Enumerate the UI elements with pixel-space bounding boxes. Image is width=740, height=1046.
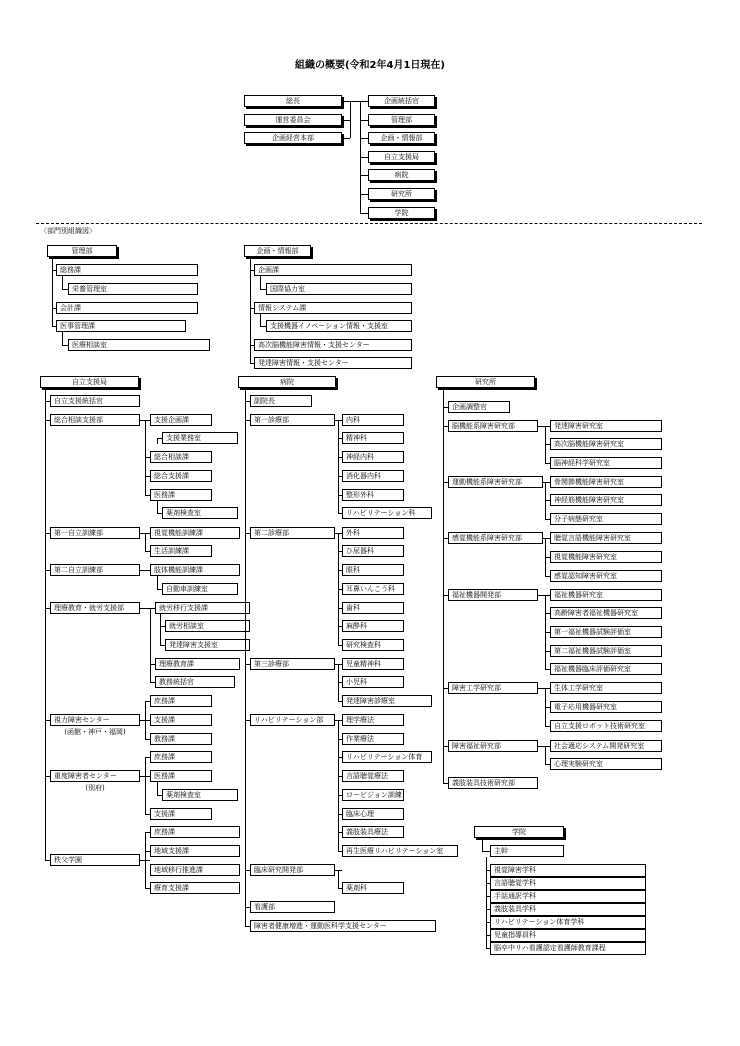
box-jiritsu-section: 肢体機能訓練課 — [150, 564, 240, 576]
box-kenkyu-head: 研究所 — [436, 376, 535, 388]
box-byoin-dept: 臨床研究開発部 — [250, 864, 335, 876]
connector-line — [545, 707, 550, 708]
connector-line — [45, 420, 50, 421]
connector-line — [145, 739, 150, 740]
box-kikaku-item: 高次脳機能障害情報・支援センター — [254, 339, 412, 351]
box-gakuin-course: リハビリテーション体育学科 — [490, 916, 646, 929]
connector-line — [342, 120, 350, 121]
box-kenkyu-lab: 骨関節機能障害研究室 — [550, 476, 662, 488]
connector-line — [140, 608, 155, 609]
box-kikaku-item: 発達障害情報・支援センター — [254, 357, 412, 369]
subtitle-juudo: (別府) — [85, 784, 105, 792]
connector-line — [486, 935, 490, 936]
connector-line — [538, 426, 545, 427]
connector-line — [482, 838, 483, 851]
connector-line — [157, 438, 162, 439]
box-kenkyu-lab: 生体工学研究室 — [550, 682, 662, 694]
subtitle-shika: (函館・神戸・福岡) — [64, 728, 126, 736]
box-gakuin-course: 言語聴覚学科 — [490, 877, 646, 890]
connector-line — [350, 101, 351, 138]
connector-line — [245, 533, 250, 534]
connector-line — [250, 363, 254, 364]
box-kenkyu-dept: 障害福祉研究部 — [448, 740, 538, 752]
box-kikaku-item: 情報システム課 — [254, 302, 412, 314]
connector-line — [360, 138, 368, 139]
box-kenkyu-lab: 社会適応システム開発研究室 — [550, 740, 662, 752]
connector-line — [443, 388, 444, 783]
box-kenkyu-lab: 分子病態研究室 — [550, 513, 662, 525]
connector-line — [443, 688, 448, 689]
box-byoin-section: 外科 — [342, 527, 404, 539]
connector-line — [157, 501, 158, 513]
connector-line — [245, 907, 250, 908]
connector-line — [338, 870, 339, 888]
box-jiritsu-section: 就労相談室 — [165, 620, 250, 632]
connector-line — [145, 851, 150, 852]
connector-line — [545, 444, 550, 445]
box-kikaku-item: 企画課 — [254, 264, 412, 276]
box-kenkyu-dept: 感覚機能系障害研究部 — [448, 532, 543, 544]
connector-line — [545, 669, 550, 670]
box-kenkyu-lab: 聴覚言語機能障害研究室 — [550, 532, 662, 544]
box-gakuin-course: 視覚障害学科 — [490, 864, 646, 877]
connector-line — [338, 513, 342, 514]
connector-line — [150, 608, 151, 682]
box-byoin-dept: 副院長 — [250, 395, 312, 407]
connector-line — [145, 457, 150, 458]
connector-line — [160, 614, 161, 645]
box-top-unit: 企画・情報部 — [368, 132, 435, 144]
box-byoin-section: 歯科 — [342, 602, 404, 614]
box-kanri-item: 会計課 — [56, 302, 198, 314]
box-jiritsu-dept: 自立支援統括官 — [50, 395, 140, 407]
connector-line — [145, 701, 150, 702]
box-byoin-section: 整形外科 — [342, 489, 404, 501]
box-kanri-item: 医療相談室 — [68, 339, 210, 351]
connector-line — [157, 513, 162, 514]
box-jiritsu-section: 視覚機能訓練課 — [150, 527, 240, 539]
connector-line — [538, 688, 545, 689]
connector-line — [545, 764, 550, 765]
box-kenkyu-lab: 神経筋機能障害研究室 — [550, 494, 662, 506]
connector-line — [360, 213, 368, 214]
box-kenkyu-dept: 障害工学研究部 — [448, 682, 538, 694]
connector-line — [250, 308, 254, 309]
connector-line — [245, 420, 250, 421]
box-jiritsu-section: 支援課 — [150, 808, 212, 820]
connector-line — [486, 883, 490, 884]
connector-line — [250, 257, 251, 363]
connector-line — [538, 746, 545, 747]
connector-line — [245, 926, 250, 927]
box-top-unit: 自立支援局 — [368, 151, 435, 163]
box-byoin-section: 神経内科 — [342, 451, 404, 463]
box-kenkyu-lab: 高次脳機能障害研究室 — [550, 438, 662, 450]
box-byoin-section: 作業療法 — [342, 733, 404, 745]
connector-line — [486, 909, 490, 910]
box-byoin-section: 発達障害診療室 — [342, 695, 432, 707]
connector-line — [338, 739, 342, 740]
box-gakuin-head: 学院 — [474, 826, 564, 838]
connector-line — [360, 157, 368, 158]
connector-line — [52, 257, 53, 326]
connector-line — [338, 757, 342, 758]
connector-line — [52, 326, 56, 327]
connector-line — [140, 776, 150, 777]
connector-line — [538, 595, 545, 596]
box-jiritsu-section: 薬剤検査室 — [162, 507, 238, 519]
box-top-unit: 管理部 — [368, 114, 435, 126]
box-byoin-section: 研究検査科 — [342, 639, 404, 651]
box-byoin-dept: 第一診療部 — [250, 414, 335, 426]
connector-line — [486, 922, 490, 923]
connector-line — [338, 776, 342, 777]
section-label: 〈部門別組織図〉 — [40, 227, 96, 235]
connector-line — [443, 482, 448, 483]
connector-line — [443, 783, 448, 784]
box-byoin-section: 小児科 — [342, 676, 404, 688]
connector-line — [45, 570, 50, 571]
connector-line — [62, 276, 63, 289]
box-top-unit: 企画統括官 — [368, 95, 435, 107]
box-kikaku-item: 支援機器イノベーション情報・支援室 — [266, 320, 412, 332]
connector-line — [260, 289, 266, 290]
section-divider — [36, 223, 702, 224]
connector-line — [145, 495, 150, 496]
connector-line — [443, 595, 448, 596]
box-byoin-section: 内科 — [342, 414, 404, 426]
connector-line — [250, 345, 254, 346]
connector-line — [150, 682, 155, 683]
connector-line — [360, 120, 368, 121]
box-jiritsu-section: 教務統括官 — [155, 676, 235, 688]
box-jiritsu-section: 就労移行支援課 — [155, 602, 250, 614]
box-byoin-section: リハビリテーション体育 — [342, 751, 432, 763]
box-jiritsu-section: 支援企画課 — [150, 414, 212, 426]
connector-line — [443, 426, 448, 427]
box-top-unit: 病院 — [368, 169, 435, 181]
connector-line — [52, 308, 56, 309]
connector-line — [45, 860, 50, 861]
box-jiritsu-section: 地域移行推進課 — [150, 864, 240, 876]
box-byoin-section: 再生医療リハビリテーション室 — [342, 845, 458, 857]
box-jiritsu-section: 支援業務室 — [162, 432, 238, 444]
connector-line — [443, 538, 448, 539]
box-kenkyu-lab: 高齢障害者福祉機器研究室 — [550, 607, 662, 619]
box-kenkyu-dept: 福祉機器開発部 — [448, 589, 538, 601]
box-jiritsu-section: 総合相談課 — [150, 451, 212, 463]
connector-line — [157, 589, 162, 590]
box-kikaku-head: 企画・情報部 — [244, 245, 311, 257]
connector-line — [45, 720, 50, 721]
box-byoin-dept: 第三診療部 — [250, 658, 335, 670]
box-byoin-dept: 第二診療部 — [250, 527, 335, 539]
box-jiritsu-section: 地域支援課 — [150, 845, 240, 857]
box-jiritsu-section: 発達障害支援室 — [165, 639, 250, 651]
connector-line — [338, 888, 342, 889]
box-byoin-dept: リハビリテーション部 — [250, 714, 335, 726]
box-kenkyu-lab: 心理実験研究室 — [550, 758, 662, 770]
connector-line — [145, 476, 150, 477]
connector-line — [145, 814, 150, 815]
connector-line — [338, 420, 339, 513]
box-kenkyu-lab: 福祉機器臨床評価研究室 — [550, 663, 662, 675]
connector-line — [245, 401, 250, 402]
box-kenkyu-lab: 視覚機能障害研究室 — [550, 551, 662, 563]
connector-line — [145, 757, 146, 814]
connector-line — [140, 860, 150, 861]
box-kanri-item: 医事管理課 — [56, 320, 186, 332]
connector-line — [245, 720, 250, 721]
box-byoin-section: リハビリテーション科 — [342, 507, 432, 519]
box-jiritsu-dept: 第二自立訓練部 — [50, 564, 140, 576]
connector-line — [45, 388, 46, 860]
box-sochou: 総長 — [244, 95, 342, 107]
connector-line — [338, 645, 342, 646]
connector-line — [486, 870, 490, 871]
box-jiritsu-dept: 視力障害センター — [50, 714, 140, 726]
box-jiritsu-section: 生活訓練課 — [150, 545, 212, 557]
connector-line — [260, 314, 261, 326]
connector-line — [545, 576, 550, 577]
box-kenkyu-dept: 運動機能系障害研究部 — [448, 476, 543, 488]
connector-line — [145, 551, 150, 552]
connector-line — [338, 495, 342, 496]
page-title: 組織の概要(令和2年4月1日現在) — [294, 60, 445, 71]
connector-line — [338, 570, 342, 571]
connector-line — [338, 608, 342, 609]
box-gakuin-course: 義肢装具学科 — [490, 903, 646, 916]
connector-line — [545, 613, 550, 614]
box-byoin-section: ロービジョン訓練 — [342, 789, 404, 801]
connector-line — [360, 194, 368, 195]
connector-line — [545, 500, 550, 501]
box-kenkyu-dept: 義肢装具技術研究部 — [448, 777, 538, 789]
box-jiritsu-dept: 総合相談支援部 — [50, 414, 140, 426]
box-kanri-head: 管理部 — [47, 245, 117, 257]
connector-line — [245, 664, 250, 665]
connector-line — [338, 701, 342, 702]
connector-line — [52, 270, 56, 271]
box-byoin-section: 理学療法 — [342, 714, 404, 726]
connector-line — [45, 608, 50, 609]
connector-line — [545, 557, 550, 558]
box-kikaku-item: 国際協力室 — [266, 283, 412, 295]
box-byoin-section: 義肢装具療法 — [342, 826, 404, 838]
connector-line — [157, 576, 158, 589]
connector-line — [545, 595, 550, 596]
box-byoin-section: 臨床心理 — [342, 808, 404, 820]
connector-line — [545, 746, 546, 764]
connector-line — [543, 538, 545, 539]
box-jiritsu-section: 総合支援課 — [150, 470, 212, 482]
connector-line — [545, 463, 550, 464]
connector-line — [342, 101, 368, 102]
connector-line — [338, 795, 342, 796]
box-kikaku-keiei: 企画経営本部 — [244, 132, 342, 144]
box-jiritsu-section: 療育支援課 — [150, 882, 240, 894]
connector-line — [245, 870, 250, 871]
box-byoin-section: 精神科 — [342, 432, 404, 444]
connector-line — [338, 832, 342, 833]
box-kenkyu-lab: 感覚認知障害研究室 — [550, 570, 662, 582]
connector-line — [160, 626, 165, 627]
box-jiritsu-section: 庶務課 — [150, 695, 212, 707]
connector-line — [338, 589, 342, 590]
box-kanri-item: 栄養管理室 — [68, 283, 198, 295]
connector-line — [62, 332, 63, 345]
connector-line — [545, 632, 550, 633]
box-gakuin-course: 児童指導員科 — [490, 929, 646, 942]
box-byoin-section: 薬剤科 — [342, 882, 404, 894]
box-byoin-head: 病院 — [238, 376, 336, 388]
box-jiritsu-dept: 秩父学園 — [50, 854, 140, 866]
box-kenkyu-lab: 電子応用機器研究室 — [550, 701, 662, 713]
connector-line — [260, 326, 266, 327]
connector-line — [338, 438, 342, 439]
box-kanri-item: 総務課 — [56, 264, 198, 276]
box-kenkyu-lab: 発達障害研究室 — [550, 420, 662, 432]
box-byoin-section: ひ尿器科 — [342, 545, 404, 557]
connector-line — [338, 851, 342, 852]
connector-line — [545, 538, 550, 539]
box-jiritsu-head: 自立支援局 — [40, 376, 139, 388]
box-unei-iinkai: 運営委員会 — [244, 114, 342, 126]
connector-line — [157, 782, 158, 795]
connector-line — [545, 519, 550, 520]
connector-line — [338, 682, 342, 683]
box-jiritsu-section: 薬剤検査室 — [162, 789, 238, 801]
box-gakuin-course: 脳卒中リハ看護認定看護師教育課程 — [490, 942, 646, 955]
box-kenkyu-lab: 脳神経科学研究室 — [550, 457, 662, 469]
connector-line — [482, 851, 490, 852]
box-kenkyu-lab: 福祉機器研究室 — [550, 589, 662, 601]
connector-line — [545, 726, 550, 727]
connector-line — [250, 270, 254, 271]
box-top-unit: 学院 — [368, 207, 435, 219]
box-kenkyu-dept: 企画調整官 — [448, 401, 510, 413]
connector-line — [145, 832, 150, 833]
connector-line — [342, 138, 350, 139]
connector-line — [545, 482, 550, 483]
connector-line — [157, 795, 162, 796]
connector-line — [545, 746, 550, 747]
connector-line — [543, 482, 545, 483]
connector-line — [545, 426, 550, 427]
connector-line — [486, 948, 490, 949]
connector-line — [45, 776, 50, 777]
box-kenkyu-lab: 第一福祉機器試験評価室 — [550, 626, 662, 638]
box-gakuin-course: 手話通訳学科 — [490, 890, 646, 903]
box-byoin-section: 麻酔科 — [342, 620, 404, 632]
box-kenkyu-lab: 第二福祉機器試験評価室 — [550, 645, 662, 657]
box-kenkyu-dept: 脳機能系障害研究部 — [448, 420, 538, 432]
connector-line — [62, 289, 68, 290]
box-jiritsu-section: 支援課 — [150, 714, 212, 726]
connector-line — [260, 276, 261, 289]
connector-line — [45, 533, 50, 534]
box-jiritsu-section: 教務課 — [150, 733, 212, 745]
box-jiritsu-dept: 重度障害者センター — [50, 770, 140, 782]
box-jiritsu-section: 医務課 — [150, 770, 212, 782]
connector-line — [338, 814, 342, 815]
box-byoin-section: 眼科 — [342, 564, 404, 576]
box-top-unit: 研究所 — [368, 188, 435, 200]
box-jiritsu-section: 医務課 — [150, 489, 212, 501]
box-byoin-section: 言語聴覚療法 — [342, 770, 404, 782]
connector-line — [145, 533, 146, 551]
box-jiritsu-section: 庶務課 — [150, 826, 240, 838]
connector-line — [150, 664, 155, 665]
box-jiritsu-section: 自動車訓練室 — [162, 583, 238, 595]
connector-line — [360, 175, 368, 176]
box-kenkyu-lab: 自立支援ロボット技術研究室 — [550, 720, 662, 732]
connector-line — [245, 388, 246, 926]
connector-line — [338, 457, 342, 458]
connector-line — [545, 651, 550, 652]
box-byoin-dept: 看護部 — [250, 901, 335, 913]
box-jiritsu-section: 理療教育課 — [155, 658, 240, 670]
box-byoin-section: 児童精神科 — [342, 658, 404, 670]
connector-line — [45, 401, 50, 402]
connector-line — [145, 757, 150, 758]
box-gakuin-shukan: 主幹 — [490, 845, 564, 857]
connector-line — [62, 345, 68, 346]
connector-line — [160, 645, 165, 646]
box-jiritsu-dept: 理療教育・就労支援部 — [50, 602, 140, 614]
connector-line — [140, 570, 150, 571]
box-jiritsu-dept: 第一自立訓練部 — [50, 527, 140, 539]
connector-line — [338, 476, 342, 477]
connector-line — [140, 720, 150, 721]
connector-line — [338, 551, 342, 552]
connector-line — [545, 688, 550, 689]
connector-line — [443, 407, 448, 408]
box-byoin-section: 耳鼻いんこう科 — [342, 583, 404, 595]
connector-line — [338, 626, 342, 627]
connector-line — [443, 746, 448, 747]
box-byoin-section: 消化器内科 — [342, 470, 404, 482]
connector-line — [486, 896, 490, 897]
box-byoin-dept: 障害者健康増進・運動医科学支援センター — [250, 920, 436, 932]
connector-line — [145, 888, 150, 889]
box-jiritsu-section: 庶務課 — [150, 751, 212, 763]
